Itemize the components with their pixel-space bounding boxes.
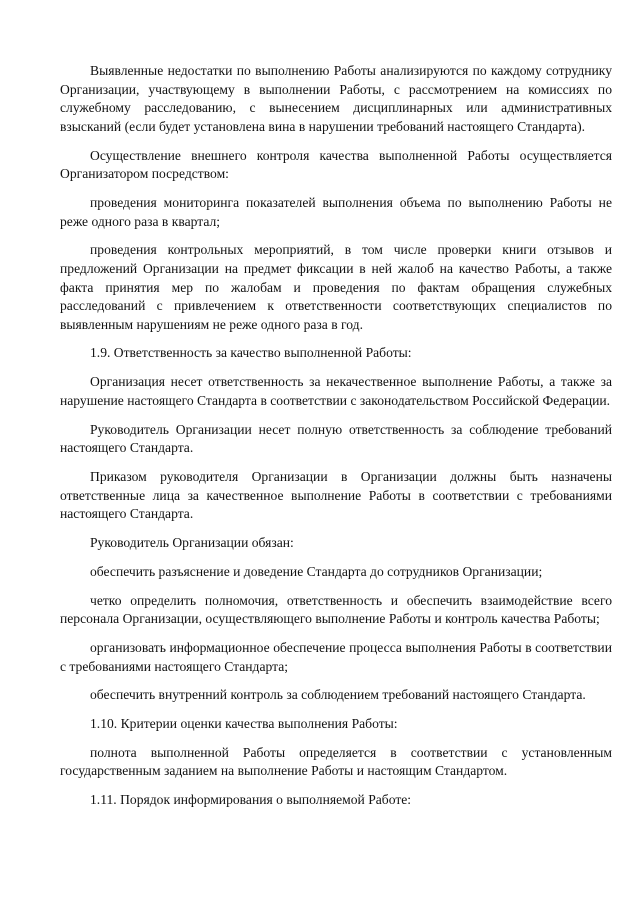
paragraph-completeness: полнота выполненной Работы определяется в соответствии с установленным государственным заданием на выполнение Работы и настоящим Стандартом. bbox=[60, 744, 612, 779]
paragraph-head-obligations: Руководитель Организации обязан: bbox=[90, 534, 294, 550]
section-heading-1-11: 1.11. Порядок информирования о выполняемой Работе: bbox=[90, 792, 412, 808]
document-body bbox=[60, 62, 612, 820]
paragraph-deficiency-analysis: Выявленные недостатки по выполнению Работы анализируются по каждому сотруднику Организации, участвующему в выполнении Работы, с рассмотрением на комиссиях по служебному расследованию, с вынесением дисциплинарных или административных взысканий (если будет установлена вина в нарушении требований настоящего Стандарта). bbox=[60, 63, 612, 134]
section-heading-1-9: 1.9. Ответственность за качество выполненной Работы: bbox=[90, 345, 412, 361]
list-item-information-support: организовать информационное обеспечение процесса выполнения Работы в соответствии с требованиями настоящего Стандарта; bbox=[60, 639, 612, 674]
paragraph-external-control: Осуществление внешнего контроля качества выполненной Работы осуществляется Организатором посредством: bbox=[60, 147, 612, 182]
list-item-internal-control: обеспечить внутренний контроль за соблюдением требований настоящего Стандарта. bbox=[90, 687, 586, 703]
paragraph-order-appointment: Приказом руководителя Организации в Организации должны быть назначены ответственные лица за качественное выполнение Работы в соответствии с требованиями настоящего Стандарта. bbox=[60, 469, 612, 522]
paragraph-head-responsibility: Руководитель Организации несет полную ответственность за соблюдение требований настоящего Стандарта. bbox=[60, 421, 612, 456]
section-heading-1-10: 1.10. Критерии оценки качества выполнения Работы: bbox=[90, 716, 398, 732]
paragraph-control-measures: проведения контрольных мероприятий, в том числе проверки книги отзывов и предложений Организации на предмет фиксации в ней жалоб на качество Работы, а также факта принятия мер по жалобам и проведения по фактам обращения служебных расследований с привлечением к ответственности соответствующих специалистов по выявленным нарушениям не реже одного раза в год. bbox=[60, 242, 612, 332]
paragraph-monitoring: проведения мониторинга показателей выполнения объема по выполнению Работы не реже одного раза в квартал; bbox=[60, 194, 612, 229]
list-item-define-authority: четко определить полномочия, ответственность и обеспечить взаимодействие всего персонала Организации, осуществляющего выполнение Работы и контроль качества Работы; bbox=[60, 592, 612, 627]
paragraph-organization-responsibility: Организация несет ответственность за некачественное выполнение Работы, а также за нарушение настоящего Стандарта в соответствии с законодательством Российской Федерации. bbox=[60, 374, 612, 408]
list-item-explain-standard: обеспечить разъяснение и доведение Стандарта до сотрудников Организации; bbox=[90, 563, 543, 579]
